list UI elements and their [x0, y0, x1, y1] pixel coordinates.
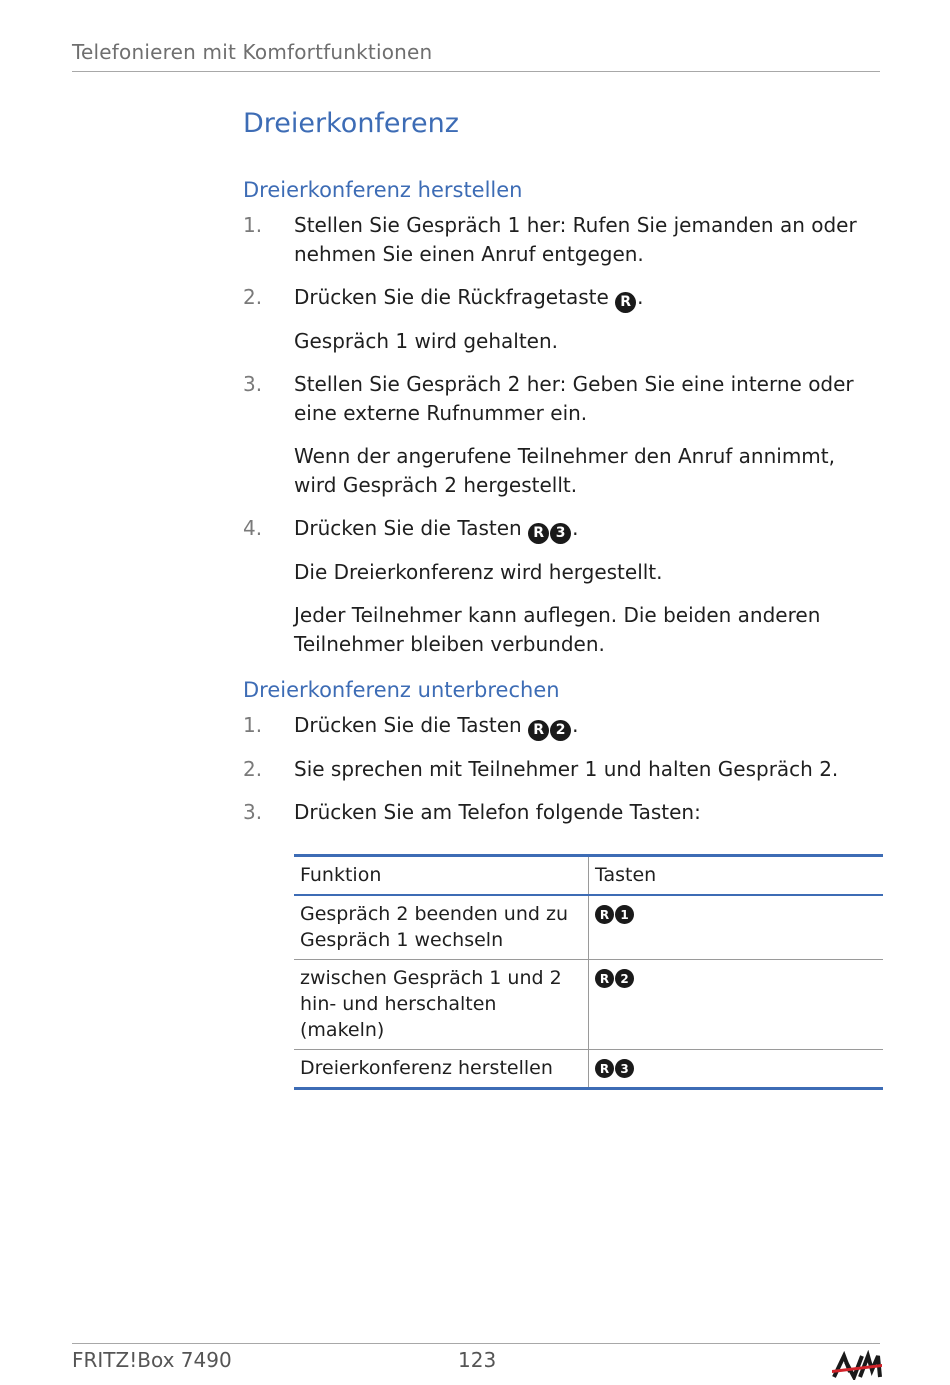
- steps-unterbrechen: [243, 711, 883, 827]
- key-2-icon: 2: [615, 969, 634, 988]
- r-key-icon: R: [615, 292, 636, 313]
- keys-cell: [589, 1050, 884, 1089]
- r-key-icon: R: [595, 905, 614, 924]
- step-text: [294, 283, 883, 313]
- section-title: Dreierkonferenz: [243, 108, 459, 139]
- step-item: [243, 798, 883, 827]
- step-punctuation: .: [572, 713, 579, 737]
- step-note: Gespräch 1 wird gehalten.: [294, 329, 559, 353]
- footer-product: FRITZ!Box 7490: [72, 1348, 232, 1372]
- steps-herstellen: [243, 211, 883, 659]
- table-header-row: [294, 856, 883, 896]
- function-cell: Dreierkonferenz herstellen: [294, 1050, 589, 1089]
- keys-cell: [589, 895, 884, 960]
- keys-cell: [589, 960, 884, 1050]
- step-text: [294, 755, 883, 784]
- step-sentence: Drücken Sie am Telefon folgende Tasten:: [294, 800, 701, 824]
- r-key-icon: R: [595, 969, 614, 988]
- step-sentence: Drücken Sie die Tasten: [294, 516, 529, 540]
- step-note: Die Dreierkonferenz wird hergestellt.: [294, 560, 663, 584]
- table-row: [294, 1050, 883, 1089]
- step-number: 3.: [243, 372, 263, 396]
- step-item: [243, 283, 883, 356]
- step-punctuation: .: [572, 516, 579, 540]
- step-text: [294, 711, 883, 741]
- step-item: [243, 514, 883, 659]
- step-text: [294, 798, 883, 827]
- step-item: [243, 755, 883, 784]
- step-number: 3.: [243, 800, 263, 824]
- step-item: [243, 711, 883, 741]
- header-divider: [72, 71, 880, 72]
- step-sentence: Stellen Sie Gespräch 1 her: Rufen Sie jemanden an oder nehmen Sie einen Anruf entgegen.: [294, 213, 857, 266]
- step-item: [243, 370, 883, 500]
- step-sentence: Sie sprechen mit Teilnehmer 1 und halten Gespräch 2.: [294, 757, 839, 781]
- step-number: 1.: [243, 213, 263, 237]
- subheading-unterbrechen: Dreierkonferenz unterbrechen: [243, 678, 560, 702]
- step-text: [294, 370, 883, 428]
- function-cell: Gespräch 2 beenden und zu Gespräch 1 wechseln: [294, 895, 589, 960]
- key-3-icon: 3: [615, 1059, 634, 1078]
- key-table: [294, 854, 883, 1090]
- r-key-icon: R: [528, 523, 549, 544]
- table-row: [294, 895, 883, 960]
- column-header-tasten: Tasten: [595, 864, 657, 886]
- page-number: 123: [458, 1348, 497, 1372]
- r-key-icon: R: [528, 720, 549, 741]
- step-sentence: Drücken Sie die Tasten: [294, 713, 529, 737]
- key-3-icon: 3: [550, 523, 571, 544]
- running-header: Telefonieren mit Komfortfunktionen: [72, 40, 433, 64]
- step-number: 2.: [243, 757, 263, 781]
- r-key-icon: R: [595, 1059, 614, 1078]
- step-note: Wenn der angerufene Teilnehmer den Anruf annimmt, wird Gespräch 2 hergestellt.: [294, 444, 835, 497]
- step-text: [294, 211, 883, 269]
- key-1-icon: 1: [615, 905, 634, 924]
- step-punctuation: .: [637, 285, 644, 309]
- avm-logo: [832, 1350, 882, 1380]
- step-note: Jeder Teilnehmer kann auflegen. Die beiden anderen Teilnehmer bleiben verbunden.: [294, 603, 821, 656]
- step-sentence: Stellen Sie Gespräch 2 her: Geben Sie eine interne oder eine externe Rufnummer ein.: [294, 372, 854, 425]
- column-header-funktion: Funktion: [294, 856, 589, 896]
- key-2-icon: 2: [550, 720, 571, 741]
- subheading-herstellen: Dreierkonferenz herstellen: [243, 178, 523, 202]
- step-item: [243, 211, 883, 269]
- step-number: 4.: [243, 516, 263, 540]
- footer-divider: [72, 1343, 880, 1344]
- step-text: [294, 514, 883, 544]
- step-sentence: Drücken Sie die Rückfragetaste: [294, 285, 616, 309]
- main-content: [243, 104, 883, 841]
- table-row: [294, 960, 883, 1050]
- step-number: 1.: [243, 713, 263, 737]
- step-number: 2.: [243, 285, 263, 309]
- function-cell: zwischen Gespräch 1 und 2 hin- und herschalten (makeln): [294, 960, 589, 1050]
